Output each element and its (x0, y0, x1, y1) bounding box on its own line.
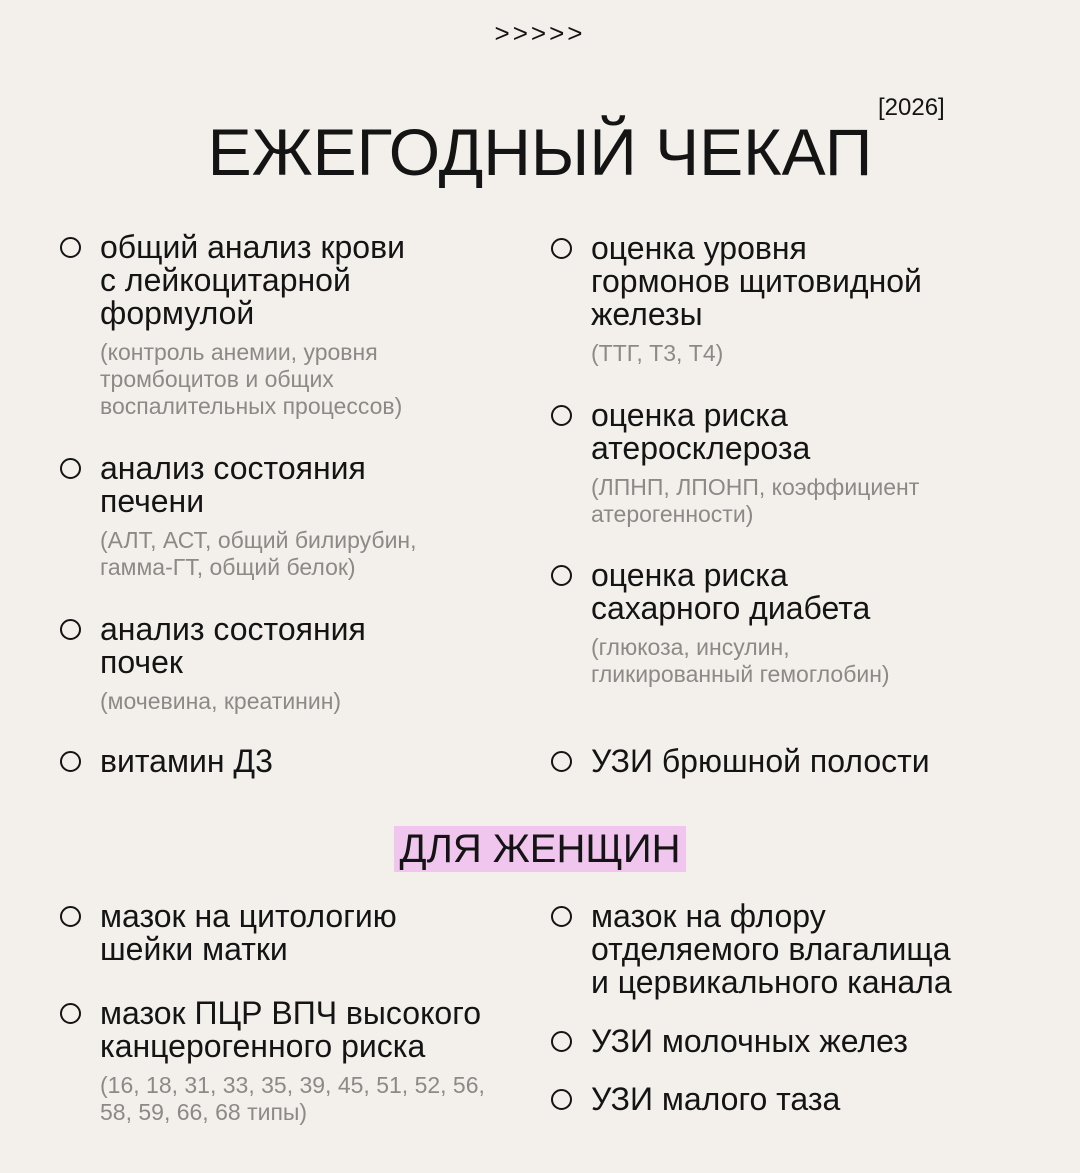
item-details-line: атерогенности) (591, 501, 754, 527)
item-title-line: оценка уровня (591, 230, 807, 266)
item-title (100, 745, 273, 778)
checklist-item[interactable] (100, 613, 366, 715)
item-title-line: УЗИ брюшной полости (591, 743, 930, 779)
item-details (100, 527, 417, 581)
checklist-item[interactable] (591, 232, 922, 367)
checklist-item[interactable] (591, 900, 952, 999)
checkbox-circle-icon[interactable] (551, 565, 572, 586)
item-title-line: с лейкоцитарной (100, 262, 351, 298)
item-title-line: почек (100, 644, 183, 680)
item-details-line: (контроль анемии, уровня (100, 339, 378, 365)
item-title-line: мазок на цитологию (100, 898, 397, 934)
item-title-line: УЗИ малого таза (591, 1081, 841, 1117)
item-details-line: гамма-ГТ, общий белок) (100, 554, 356, 580)
item-title (591, 559, 890, 625)
checkbox-circle-icon[interactable] (60, 1003, 81, 1024)
checklist-item[interactable] (591, 559, 890, 688)
item-title (591, 399, 919, 465)
year-label: [2026] (878, 94, 945, 121)
item-details-line: воспалительных процессов) (100, 393, 403, 419)
item-title (100, 231, 405, 330)
item-title-line: анализ состояния (100, 611, 366, 647)
item-details (100, 688, 366, 715)
item-details-line: (ЛПНП, ЛПОНП, коэффициент (591, 474, 920, 500)
item-details-line: 58, 59, 66, 68 типы) (100, 1099, 308, 1125)
item-title-line: железы (591, 296, 703, 332)
checklist-item[interactable] (591, 1083, 840, 1116)
checklist-item[interactable] (591, 745, 930, 778)
item-title-line: оценка риска (591, 557, 788, 593)
item-details-line: (мочевина, креатинин) (100, 688, 342, 714)
item-details (100, 1072, 485, 1126)
checkbox-circle-icon[interactable] (60, 751, 81, 772)
item-title-line: общий анализ крови (100, 229, 405, 265)
item-details (591, 634, 890, 688)
item-title-line: гормонов щитовидной (591, 263, 922, 299)
item-title (591, 900, 952, 999)
item-title-line: канцерогенного риска (100, 1028, 426, 1064)
checkbox-circle-icon[interactable] (551, 906, 572, 927)
checkbox-circle-icon[interactable] (551, 405, 572, 426)
checklist-item[interactable] (100, 231, 405, 420)
checkbox-circle-icon[interactable] (551, 1089, 572, 1110)
item-title-line: анализ состояния (100, 450, 366, 486)
item-title-line: мазок ПЦР ВПЧ высокого (100, 995, 481, 1031)
item-title (100, 452, 417, 518)
item-title-line: и цервикального канала (591, 964, 952, 1000)
checkbox-circle-icon[interactable] (60, 458, 81, 479)
checklist-item[interactable] (100, 997, 485, 1126)
item-title (100, 900, 397, 966)
item-details (591, 474, 919, 528)
checklist-item[interactable] (591, 399, 919, 528)
item-title-line: УЗИ молочных желез (591, 1023, 908, 1059)
checkbox-circle-icon[interactable] (551, 1031, 572, 1052)
checklist-item[interactable] (100, 452, 417, 581)
page-title: ЕЖЕГОДНЫЙ ЧЕКАП (207, 115, 873, 189)
item-title-line: мазок на флору (591, 898, 826, 934)
item-title (591, 1025, 908, 1058)
checkbox-circle-icon[interactable] (551, 751, 572, 772)
item-title-line: печени (100, 483, 205, 519)
item-details-line: (ТТГ, Т3, Т4) (591, 340, 724, 366)
checkbox-circle-icon[interactable] (60, 237, 81, 258)
item-title-line: сахарного диабета (591, 590, 871, 626)
item-title-line: формулой (100, 295, 255, 331)
checkbox-circle-icon[interactable] (551, 238, 572, 259)
item-title-line: витамин Д3 (100, 743, 273, 779)
item-details-line: гликированный гемоглобин) (591, 661, 890, 687)
item-title (591, 745, 930, 778)
item-details (100, 339, 405, 420)
checkbox-circle-icon[interactable] (60, 906, 81, 927)
item-title (100, 613, 366, 679)
item-title (100, 997, 485, 1063)
arrows-decoration: >>>>> (494, 18, 586, 48)
item-title (591, 1083, 840, 1116)
item-details-line: (глюкоза, инсулин, (591, 634, 790, 660)
item-details-line: (АЛТ, АСТ, общий билирубин, (100, 527, 417, 553)
item-title-line: отделяемого влагалища (591, 931, 951, 967)
checklist-item[interactable] (100, 900, 397, 966)
item-details (591, 340, 922, 367)
women-section-heading: ДЛЯ ЖЕНЩИН (394, 826, 686, 872)
checkbox-circle-icon[interactable] (60, 619, 81, 640)
item-title-line: атеросклероза (591, 430, 811, 466)
item-title-line: оценка риска (591, 397, 788, 433)
item-details-line: (16, 18, 31, 33, 35, 39, 45, 51, 52, 56, (100, 1072, 485, 1098)
item-title (591, 232, 922, 331)
item-title-line: шейки матки (100, 931, 288, 967)
checklist-item[interactable] (100, 745, 273, 778)
item-details-line: тромбоцитов и общих (100, 366, 334, 392)
checklist-item[interactable] (591, 1025, 908, 1058)
